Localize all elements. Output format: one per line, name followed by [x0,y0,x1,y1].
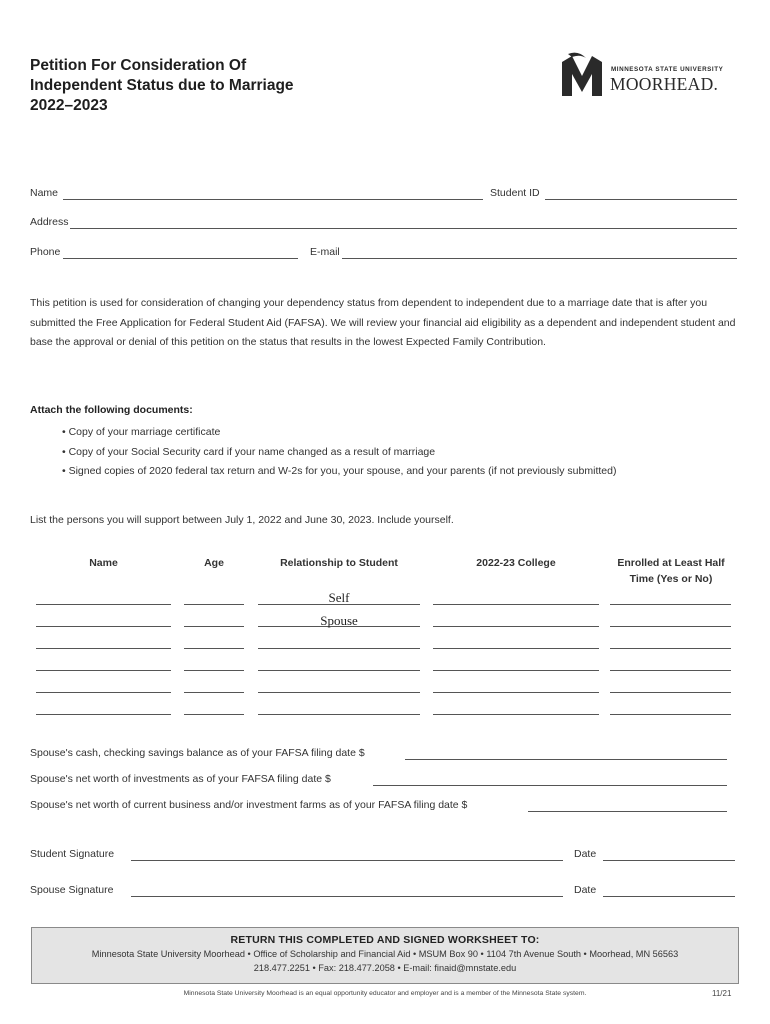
title-line: 2022–2023 [30,97,108,114]
row-name-field[interactable] [36,714,171,715]
student-signature-label: Student Signature [30,848,115,860]
spouse-signature-label: Spouse Signature [30,884,114,896]
email-field[interactable] [342,258,737,259]
row-college-field[interactable] [433,670,599,671]
spouse-cash-field[interactable] [405,759,727,760]
office-address: Minnesota State University Moorhead • Office of Scholarship and Financial Aid • MSUM Box 90 • 1104 7th Avenue South • Moorhead, MN 56563 [91,949,679,959]
row-name-field[interactable] [36,626,171,627]
row-age-field[interactable] [184,648,244,649]
row-age-field[interactable] [184,626,244,627]
student-id-label: Student ID [490,187,540,199]
row-age-field[interactable] [184,670,244,671]
row-name-field[interactable] [36,604,171,605]
phone-label: Phone [30,246,61,258]
spouse-investments-label: Spouse's net worth of investments as of your FAFSA filing date $ [30,773,331,785]
name-label: Name [30,187,59,199]
household-intro: List the persons you will support between July 1, 2022 and June 30, 2023. Include yourself. [30,514,454,526]
row-college-field[interactable] [433,604,599,605]
spouse-business-label: Spouse's net worth of current business and/or investment farms as of your FAFSA filing date $ [30,799,468,811]
office-contact: 218.477.2251 • Fax: 218.477.2058 • E-mail: finaid@mnstate.edu [253,962,517,973]
row-college-field[interactable] [433,714,599,715]
row-relationship-field[interactable] [258,626,420,627]
row-age-field[interactable] [184,714,244,715]
row-relationship-field[interactable] [258,604,420,605]
row-college-field[interactable] [433,692,599,693]
revision-date: 11/21 [712,989,732,998]
return-instructions-title: RETURN THIS COMPLETED AND SIGNED WORKSHEET TO: [230,934,540,946]
row-relationship-value: Self [328,590,350,605]
row-college-field[interactable] [433,648,599,649]
logo-small-text: MINNESOTA STATE UNIVERSITY [611,66,724,73]
row-enrolled-field[interactable] [610,626,731,627]
eeo-disclaimer: Minnesota State University Moorhead is an equal opportunity educator and employer and is a member of the Minnesota State system. [183,990,587,997]
row-relationship-field[interactable] [258,670,420,671]
spouse-signature-field[interactable] [131,896,563,897]
row-enrolled-field[interactable] [610,604,731,605]
row-relationship-field[interactable] [258,648,420,649]
row-enrolled-field[interactable] [610,692,731,693]
logo-big-text: MOORHEAD. [610,74,719,94]
spouse-date-label: Date [574,884,597,896]
student-date-label: Date [574,848,597,860]
spouse-date-field[interactable] [603,896,735,897]
row-name-field[interactable] [36,648,171,649]
row-relationship-field[interactable] [258,714,420,715]
row-relationship-value: Spouse [320,613,358,628]
student-id-field[interactable] [545,199,737,200]
attachments-heading: Attach the following documents: [30,404,193,416]
column-header-enrolled [600,555,742,587]
attachments-list [62,423,616,482]
column-header-enrolled-line: Time (Yes or No) [629,573,713,585]
row-age-field[interactable] [184,692,244,693]
column-header-age: Age [204,557,224,569]
row-age-field[interactable] [184,604,244,605]
page-title [30,56,294,116]
title-line: Petition For Consideration Of [30,57,247,74]
name-field[interactable] [63,199,483,200]
address-field[interactable] [70,228,737,229]
list-item: • Copy of your Social Security card if your name changed as a result of marriage [62,445,436,458]
phone-field[interactable] [63,258,298,259]
row-relationship-field[interactable] [258,692,420,693]
spouse-business-field[interactable] [528,811,727,812]
spouse-cash-label: Spouse's cash, checking savings balance as of your FAFSA filing date $ [30,747,365,759]
column-header-name: Name [89,557,118,569]
row-college-field[interactable] [433,626,599,627]
spouse-investments-field[interactable] [373,785,727,786]
column-header-college: 2022-23 College [476,557,556,569]
row-enrolled-field[interactable] [610,670,731,671]
address-label: Address [30,216,69,228]
email-label: E-mail [310,246,340,258]
list-item: • Copy of your marriage certificate [62,426,221,438]
row-enrolled-field[interactable] [610,648,731,649]
list-item: • Signed copies of 2020 federal tax return and W-2s for you, your spouse, and your parents (if not previously submitted) [62,465,617,477]
title-line: Independent Status due to Marriage [30,77,294,94]
row-name-field[interactable] [36,692,171,693]
row-name-field[interactable] [36,670,171,671]
msum-m-logo-icon [560,52,604,98]
student-date-field[interactable] [603,860,735,861]
column-header-enrolled-line: Enrolled at Least Half [617,557,725,569]
column-header-relationship: Relationship to Student [280,557,398,569]
university-logo [560,52,735,100]
return-instructions-box [31,927,739,984]
intro-paragraph: This petition is used for consideration of changing your dependency status from dependent to independent due to a marriage date that is after you submitted the Free Application for Federal Student Aid (FAFSA). We will review your financial aid eligibility as a dependent and independent student and base the approval or denial of this petition on the status that results in the lowest Expected Family Contribution. [30,297,736,348]
row-enrolled-field[interactable] [610,714,731,715]
student-signature-field[interactable] [131,860,563,861]
